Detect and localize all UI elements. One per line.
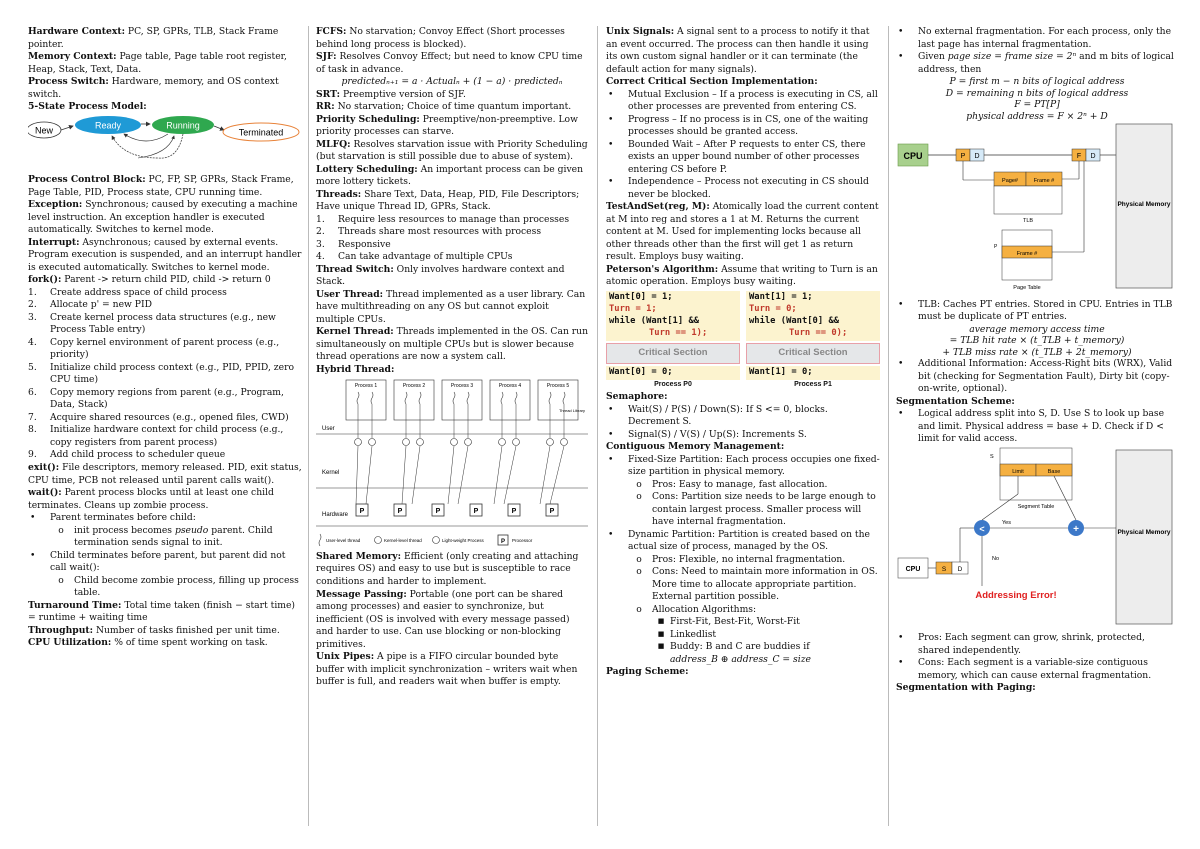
state-terminated-label: Terminated: [238, 127, 284, 138]
list-item: • Mutual Exclusion – If a process is executing in CS, all other processes are prevented from entering CS.: [608, 88, 878, 113]
list-item: 7. Acquire shared resources (e.g., opened files, CWD): [28, 411, 289, 423]
tlb-label: TLB: [1022, 218, 1034, 225]
paging-diagram: [896, 122, 1178, 294]
layer-hardware-label: Hardware: [322, 512, 349, 519]
svg-text:CPU: CPU: [903, 151, 923, 162]
list-item: 4. Can take advantage of multiple CPUs: [316, 251, 513, 263]
legend-kernel-thread: Kernel-level thread: [384, 538, 422, 544]
svg-text:P: P: [960, 153, 966, 161]
svg-text:D: D: [1090, 153, 1096, 161]
addressing-error-label: Addressing Error!: [975, 589, 1057, 601]
physical-memory-box: [1116, 450, 1172, 624]
list-item: • Given page size = frame size = 2ⁿ and m bits of logical address, then: [898, 51, 1174, 75]
sjf: SJF: Resolves Convoy Effect; but need to know CPU time of task in advance.: [316, 51, 583, 75]
list-item: 1. Require less resources to manage than processes: [316, 213, 570, 225]
svg-text:Physical Memory: Physical Memory: [1117, 528, 1171, 536]
list-item: o Cons: Partition size needs to be large enough to contain largest process. Smaller process will have internal fragmentation.: [636, 491, 876, 528]
svg-text:S: S: [990, 453, 994, 460]
unix-signals: Unix Signals: A signal sent to a process to notify it that an event occurred. The process can then handle it using its own custom signal handler or it can terminate (the default action for many signals).: [606, 26, 870, 75]
peterson-code: [606, 291, 880, 389]
svg-text:P: P: [994, 244, 998, 251]
svg-text:Frame #: Frame #: [1033, 178, 1055, 185]
critical-section-box: Critical Section: [746, 343, 880, 364]
list-item: 2. Allocate p' = new PID: [28, 299, 152, 311]
rr: RR: No starvation; Choice of time quantum important.: [316, 101, 572, 113]
list-item: o Cons: Need to maintain more information in OS. More time to allocate appropriate partition. External partition possible.: [636, 566, 878, 603]
list-item: ■ Buddy: B and C are buddies if: [657, 641, 810, 653]
interrupt: Interrupt: Asynchronous; caused by external events. Program execution is suspended, and an interrupt handler is executed automatically. Switches to kernel mode.: [28, 236, 302, 273]
svg-text:Base: Base: [1047, 468, 1061, 475]
segmentation-diagram: [896, 446, 1178, 628]
amat-formula: average memory access time = TLB hit rate × (t_TLB + t_memory) + TLB miss rate × (t_TLB + 2t_memory): [942, 323, 1132, 358]
legend: [319, 534, 533, 546]
fork-steps: [28, 287, 302, 462]
process-label: Process 4: [498, 383, 522, 390]
srt: SRT: Preemptive version of SJF.: [316, 88, 466, 100]
list-item: 1. Create address space of child process: [28, 286, 227, 298]
layer-kernel-label: Kernel: [322, 470, 340, 477]
list-item: • No external fragmentation. For each process, only the last page has internal fragmentation.: [898, 26, 1172, 50]
throughput: Throughput: Number of tasks finished per unit time.: [28, 624, 280, 636]
list-item: • Wait(S) / P(S) / Down(S): If S <= 0, blocks. Decrement S.: [608, 403, 828, 428]
fork: fork(): Parent -> return child PID, child -> return 0: [28, 274, 271, 286]
list-item: • Dynamic Partition: Partition is created based on the actual size of process, managed by the OS.: [608, 528, 870, 553]
process-switch: Process Switch: Hardware, memory, and OS context switch.: [28, 76, 279, 100]
sjf-formula: predictedₙ₊₁ = a · Actualₙ + (1 − a) · predictedₙ: [341, 76, 563, 88]
column-divider: [888, 26, 889, 826]
state-model-diagram: [28, 114, 302, 168]
svg-text:No: No: [992, 555, 1000, 562]
wait: wait(): Parent process blocks until at least one child terminates. Cleans up zombie process.: [28, 487, 274, 511]
legend-processor: Processor: [512, 538, 533, 544]
hybrid-thread-diagram: [316, 376, 588, 546]
mlfq: MLFQ: Resolves starvation issue with Priority Scheduling (but starvation is still possible due to abuse of system).: [316, 138, 588, 163]
column-divider: [597, 26, 598, 826]
svg-text:S: S: [941, 565, 947, 573]
state-model-title: 5-State Process Model:: [28, 101, 147, 113]
list-item: 3. Responsive: [316, 238, 391, 250]
segmentation-title: Segmentation Scheme:: [896, 395, 1015, 407]
legend-lwp: Light-weight Process: [442, 538, 484, 544]
message-passing: Message Passing: Portable (one port can be shared among processes) and easier to synchronize, but inefficient (OS is involved with every message passed) and harder to use. Can use blocking or non-blocking primitives.: [316, 588, 570, 650]
kernel-thread: Kernel Thread: Threads implemented in the OS. Can run simultaneously on multiple CPUs but is slower because thread operations are now a system call.: [316, 326, 589, 363]
list-item: • Independence – Process not executing in CS should never be blocked.: [608, 176, 869, 200]
page-table-label: Page Table: [1013, 285, 1041, 292]
list-item: • Fixed-Size Partition: Each process occupies one fixed-size partition in physical memory.: [608, 453, 880, 478]
list-item: 4. Copy kernel environment of parent process (e.g., priority): [28, 336, 280, 361]
list-item: 3. Create kernel process data structures (e.g., new Process Table entry): [28, 311, 276, 336]
svg-text:D: D: [957, 565, 963, 573]
threads: Threads: Share Text, Data, Heap, PID, File Descriptors; Have unique Thread ID, GPRs, Stack.: [316, 188, 580, 213]
list-item: 2. Threads share most resources with process: [316, 226, 542, 238]
svg-text:D: D: [974, 153, 980, 161]
seg-paging-title: Segmentation with Paging:: [896, 682, 1036, 694]
svg-text:P: P: [397, 508, 403, 516]
cma-title: Contiguous Memory Management:: [606, 441, 785, 453]
list-item: • Progress – If no process is in CS, one of the waiting processes should be granted access.: [608, 113, 869, 138]
exit: exit(): File descriptors, memory released. PID, exit status, CPU time, PCB not released until parent calls wait().: [28, 461, 302, 486]
svg-text:P: P: [435, 508, 441, 516]
layer-user-label: User: [322, 426, 335, 433]
user-thread: User Thread: Thread implemented as a user library. Can have multithreading on any OS but cannot exploit multiple CPUs.: [316, 288, 586, 325]
process-label: Process 1: [354, 383, 378, 390]
list-item: • Logical address split into S, D. Use S to look up base and limit. Physical address = base + D. Check if D < limit for valid access.: [898, 408, 1165, 445]
process-label: Process 3: [450, 383, 474, 390]
cpu-utilization: CPU Utilization: % of time spent working on task.: [28, 637, 268, 649]
priority-scheduling: Priority Scheduling: Preemptive/non-preemptive. Low priority processes can starve.: [316, 113, 578, 138]
list-item: 5. Initialize child process context (e.g., PID, PPID, zero CPU time): [28, 361, 295, 386]
svg-text:P: P: [549, 508, 555, 516]
svg-text:Physical Memory: Physical Memory: [1117, 201, 1171, 209]
cs-title: Correct Critical Section Implementation:: [606, 76, 818, 88]
legend-user-thread: User-level thread: [326, 538, 361, 544]
list-item: • Signal(S) / V(S) / Up(S): Increments S.: [608, 428, 807, 440]
list-item: • Child terminates before parent, but parent did not call wait():: [30, 549, 286, 574]
peterson-p1: Want[1] = 1; Turn = 0; while (Want[0] && Turn == 0); Critical Section Want[1] = 0; Process P1: [746, 291, 880, 389]
column-3: [602, 26, 884, 826]
thread-switch: Thread Switch: Only involves hardware context and Stack.: [316, 263, 565, 288]
turnaround: Turnaround Time: Total time taken (finish − start time) = runtime + waiting time: [28, 599, 295, 624]
state-new-label: New: [34, 125, 54, 136]
list-item: • Additional Information: Access-Right bits (WRX), Valid bit (checking for Segmentation Fault), Dirty bit (copy-on-write, optional).: [898, 358, 1173, 395]
critical-section-box: Critical Section: [606, 343, 740, 364]
fcfs: FCFS: No starvation; Convoy Effect (Short processes behind long process is blocked).: [316, 26, 565, 50]
list-item: ■ Linkedlist: [657, 628, 717, 640]
pcb: Process Control Block: PC, FP, SP, GPRs, Stack Frame, Page Table, PID, Process state, CPU running time.: [28, 174, 294, 198]
list-item: o Child become zombie process, filling up process table.: [58, 574, 299, 599]
thread-library-label: Thread Library: [558, 408, 586, 414]
memory-context: Memory Context: Page table, Page table root register, Heap, Stack, Text, Data.: [28, 51, 287, 75]
hardware-context: Hardware Context: PC, SP, GPRs, TLB, Stack Frame pointer.: [28, 26, 279, 50]
exception: Exception: Synchronous; caused by executing a machine level instruction. An exception handler is executed automatically. Switches to kernel mode.: [28, 199, 298, 236]
svg-text:P: P: [500, 539, 506, 546]
peterson: Peterson's Algorithm: Assume that writing to Turn is an atomic operation. Employs busy waiting.: [606, 263, 878, 288]
svg-text:Page#: Page#: [1002, 178, 1018, 185]
list-item: • Cons: Each segment is a variable-size contiguous memory, which can cause external fragmentation.: [898, 657, 1152, 681]
column-divider: [308, 26, 309, 826]
column-1: [24, 26, 306, 826]
paging-equations: P = first m − n bits of logical address D = remaining n bits of logical address F = PT[P] physical address = F × 2ⁿ + D: [945, 76, 1129, 122]
buddy-formula: address_B ⊕ address_C = size: [670, 653, 811, 665]
svg-text:<: <: [979, 523, 985, 534]
list-item: • Parent terminates before child:: [30, 512, 196, 524]
list-item: • Pros: Each segment can grow, shrink, protected, shared independently.: [898, 632, 1145, 656]
list-item: 9. Add child process to scheduler queue: [28, 449, 226, 461]
svg-text:+: +: [1073, 523, 1079, 535]
state-running-label: Running: [166, 120, 200, 131]
lottery-scheduling: Lottery Scheduling: An important process can be given more lottery tickets.: [316, 163, 583, 188]
list-item: o init process becomes pseudo parent. Child termination sends signal to init.: [58, 524, 273, 549]
svg-text:P: P: [473, 508, 479, 516]
process-label: Process 2: [402, 383, 426, 390]
list-item: • TLB: Caches PT entries. Stored in CPU. Entries in TLB must be duplicate of PT entries.: [898, 298, 1173, 323]
shared-memory: Shared Memory: Efficient (only creating and attaching requires OS) and easy to use but is susceptible to race conditions and harder to implement.: [316, 550, 579, 587]
segment-table-label: Segment Table: [1017, 503, 1055, 510]
svg-text:P: P: [511, 508, 517, 516]
list-item: o Pros: Easy to manage, fast allocation.: [636, 478, 828, 490]
semaphore-title: Semaphore:: [606, 391, 668, 403]
svg-text:Frame #: Frame #: [1016, 251, 1038, 258]
list-item: o Pros: Flexible, no internal fragmentation.: [636, 553, 846, 565]
svg-text:P: P: [359, 508, 365, 516]
list-item: o Allocation Algorithms:: [636, 603, 757, 615]
list-item: 6. Copy memory regions from parent (e.g., Program, Data, Stack): [28, 386, 284, 411]
column-2: [312, 26, 592, 826]
paging-title: Paging Scheme:: [606, 666, 689, 678]
unix-pipes: Unix Pipes: A pipe is a FIFO circular bounded byte buffer with implicit synchronization – writers wait when buffer is full, and readers wait when buffer is empty.: [316, 651, 578, 688]
state-ready-label: Ready: [94, 120, 122, 131]
thread-list: [316, 214, 588, 264]
column-4: [892, 26, 1182, 826]
list-item: 8. Initialize hardware context for child process (e.g., copy registers from parent process): [28, 424, 284, 448]
svg-text:Yes: Yes: [1002, 519, 1011, 526]
svg-text:F: F: [1076, 153, 1082, 161]
svg-text:CPU: CPU: [905, 565, 921, 573]
process-label: Process 5: [546, 383, 570, 390]
hybrid-thread-title: Hybrid Thread:: [316, 363, 395, 375]
list-item: ■ First-Fit, Best-Fit, Worst-Fit: [657, 616, 800, 628]
testandset: TestAndSet(reg, M): Atomically load the current content at M into reg and stores a 1 at M. Returns the current content at M. Used for implementing locks because all other threads other than the first will get 1 as return result. Employs busy waiting.: [606, 201, 879, 263]
svg-text:Limit: Limit: [1012, 468, 1024, 475]
list-item: • Bounded Wait – After P requests to enter CS, there exists an upper bound number of other processes entering CS before P.: [608, 138, 866, 175]
peterson-p0: Want[0] = 1; Turn = 1; while (Want[1] && Turn == 1); Critical Section Want[0] = 0; Process P0: [606, 291, 740, 389]
